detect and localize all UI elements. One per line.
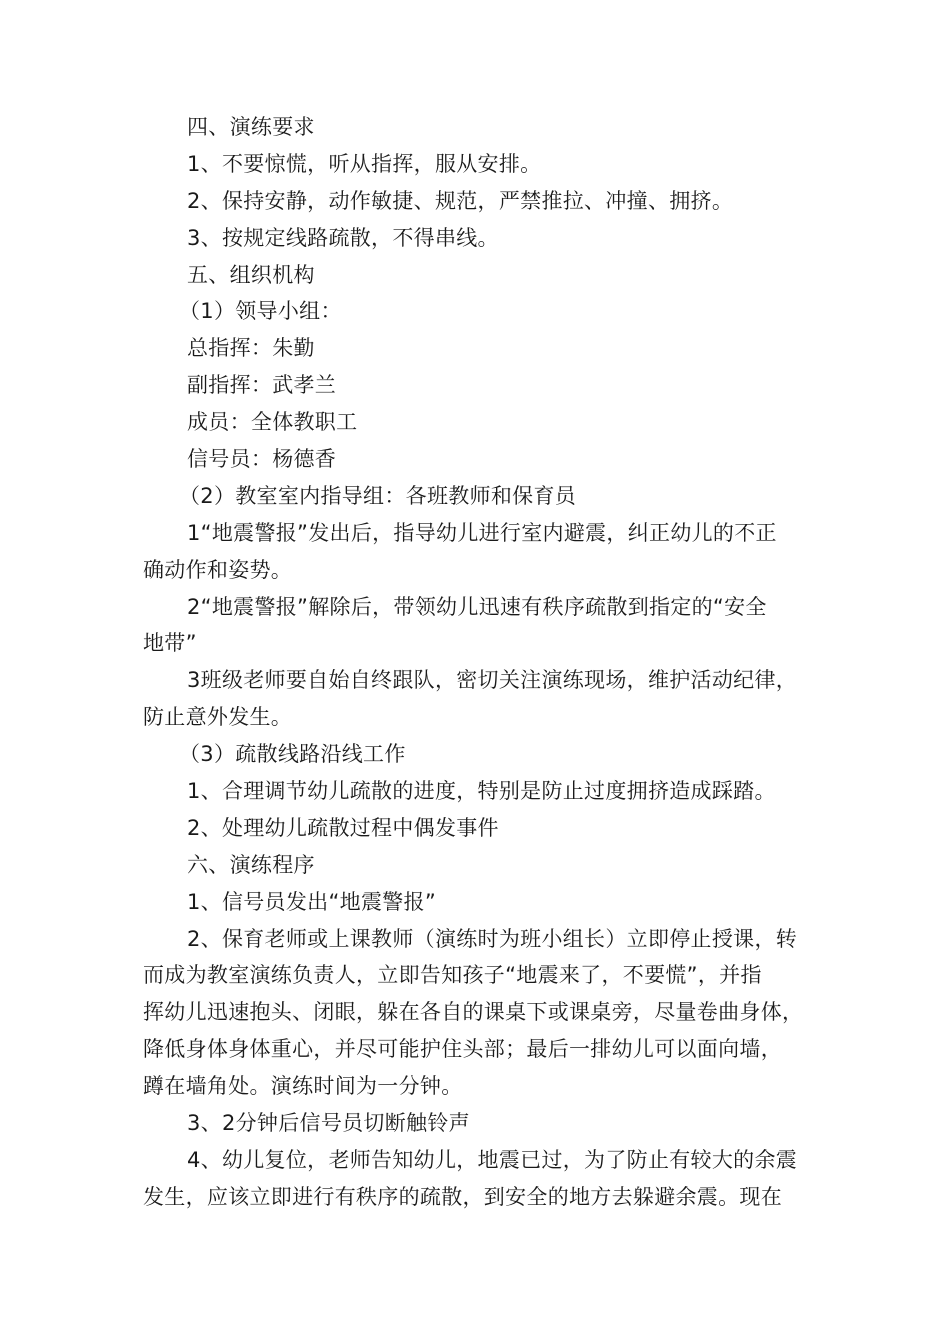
text-line: （1）领导小组：: [179, 299, 342, 324]
text-line: 2、处理幼儿疏散过程中偶发事件: [187, 815, 499, 840]
text-line: 信号员：杨德香: [187, 447, 337, 472]
text-line: 总指挥：朱勤: [187, 336, 315, 361]
text-line: （2）教室室内指导组：各班教师和保育员: [179, 483, 577, 508]
text-line: 蹲在墙角处。演练时间为一分钟。: [143, 1074, 463, 1099]
text-line: 4、幼儿复位，老师告知幼儿，地震已过，为了防止有较大的余震: [187, 1147, 798, 1172]
text-line: 1、合理调节幼儿疏散的进度，特别是防止过度拥挤造成踩踏。: [187, 779, 776, 804]
text-line: 挥幼儿迅速抱头、闭眼，躲在各自的课桌下或课桌旁，尽量卷曲身体，: [143, 1000, 804, 1025]
text-line: 五、组织机构: [187, 262, 315, 287]
text-line: 3、2分钟后信号员切断触铃声: [187, 1111, 470, 1136]
text-line: 防止意外发生。: [143, 705, 293, 730]
text-line: 发生，应该立即进行有秩序的疏散，到安全的地方去躲避余震。现在: [143, 1184, 782, 1209]
text-line: 2、保育老师或上课教师（演练时为班小组长）立即停止授课，转: [187, 926, 798, 951]
text-line: 3班级老师要自始自终跟队，密切关注演练现场，维护活动纪律，: [187, 668, 798, 693]
text-line: 而成为教室演练负责人，立即告知孩子“地震来了，不要慌”，并指: [143, 963, 762, 988]
text-line: 1、信号员发出“地震警报”: [187, 889, 437, 914]
text-line: 地带”: [143, 631, 197, 656]
text-line: 副指挥：武孝兰: [187, 373, 337, 398]
text-line: 降低身体身体重心，并尽可能护住头部；最后一排幼儿可以面向墙，: [143, 1037, 782, 1062]
text-line: 2、保持安静，动作敏捷、规范，严禁推拉、冲撞、拥挤。: [187, 188, 734, 213]
text-line: 六、演练程序: [187, 852, 315, 877]
text-line: 四、演练要求: [187, 115, 315, 139]
text-line: 确动作和姿势。: [143, 557, 293, 582]
text-line: 成员：全体教职工: [187, 410, 358, 435]
text-line: 2“地震警报”解除后，带领幼儿迅速有秩序疏散到指定的“安全: [187, 594, 767, 619]
text-line: 3、按规定线路疏散，不得串线。: [187, 225, 499, 250]
text-line: （3）疏散线路沿线工作: [179, 742, 406, 767]
document-body: [143, 109, 833, 1216]
text-line: 1、不要惊慌，听从指挥，服从安排。: [187, 151, 542, 176]
text-line: 1“地震警报”发出后，指导幼儿进行室内避震，纠正幼儿的不正: [187, 520, 777, 545]
